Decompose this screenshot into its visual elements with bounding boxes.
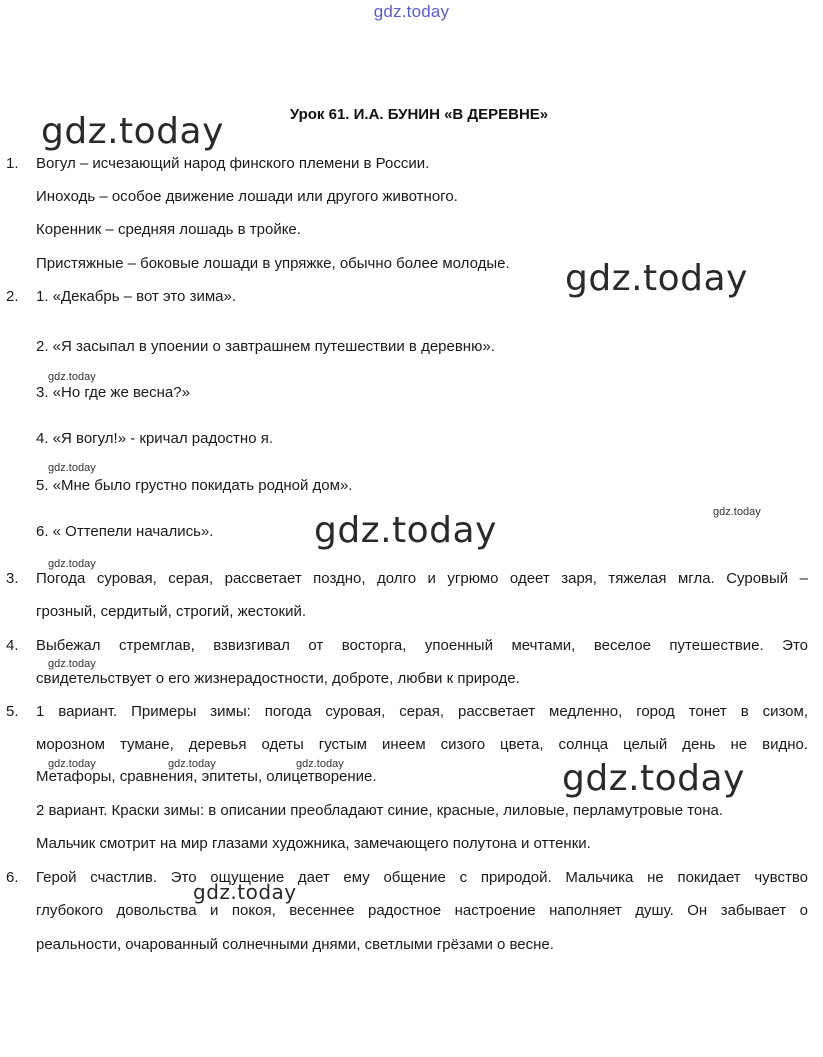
item-4-line-1: Выбежал стремглав, взвизгивал от восторга, упоенный мечтами, веселое путешествие. Это: [36, 637, 808, 654]
item-2-line-2: 2. «Я засыпал в упоении о завтрашнем путешествии в деревню».: [36, 338, 495, 355]
watermark-large: gdz.today: [565, 258, 748, 299]
watermark-large: gdz.today: [314, 510, 497, 551]
watermark-small: gdz.today: [48, 558, 96, 570]
item-5-line-5: Мальчик смотрит на мир глазами художника, замечающего полутона и оттенки.: [36, 835, 591, 852]
lesson-title: Урок 61. И.А. БУНИН «В ДЕРЕВНЕ»: [289, 106, 549, 123]
item-3-line-1: Погода суровая, серая, рассветает поздно, долго и угрюмо одеет заря, тяжелая мгла. Суровый –: [36, 570, 808, 587]
item-6-number: 6.: [6, 869, 19, 886]
item-3-line-2: грозный, сердитый, строгий, жестокий.: [36, 603, 307, 620]
site-header-link[interactable]: gdz.today: [373, 2, 450, 21]
item-1-line-4: Пристяжные – боковые лошади в упряжке, обычно более молодые.: [36, 255, 510, 272]
item-2-number: 2.: [6, 288, 19, 305]
item-1-line-3: Коренник – средняя лошадь в тройке.: [36, 221, 301, 238]
watermark-small: gdz.today: [48, 658, 96, 670]
watermark-small: gdz.today: [48, 758, 96, 770]
item-3-number: 3.: [6, 570, 19, 587]
item-1-number: 1.: [6, 155, 19, 172]
item-2-line-3: 3. «Но где же весна?»: [36, 384, 190, 401]
item-6-line-1: Герой счастлив. Это ощущение дает ему общение с природой. Мальчика не покидает чувство: [36, 869, 808, 886]
item-4-number: 4.: [6, 637, 19, 654]
item-6-line-2: глубокого довольства и покоя, весеннее радостное настроение наполняет душу. Он забывает о: [36, 902, 808, 919]
watermark-small: gdz.today: [168, 758, 216, 770]
watermark-small: gdz.today: [48, 462, 96, 474]
item-1-line-1: Вогул – исчезающий народ финского племени в России.: [36, 155, 430, 172]
item-1-line-2: Иноходь – особое движение лошади или другого животного.: [36, 188, 458, 205]
watermark-small: gdz.today: [713, 506, 761, 518]
item-5-number: 5.: [6, 703, 19, 720]
item-5-line-3: Метафоры, сравнения, эпитеты, олицетворение.: [36, 768, 377, 785]
item-5-line-2: морозном тумане, деревья одеты густым инеем сизого цвета, солнца целый день не видно.: [36, 736, 808, 753]
watermark-small: gdz.today: [296, 758, 344, 770]
item-2-line-4: 4. «Я вогул!» - кричал радостно я.: [36, 430, 273, 447]
item-4-line-2: свидетельствует о его жизнерадостности, доброте, любви к природе.: [36, 670, 520, 687]
watermark-small: gdz.today: [48, 371, 96, 383]
item-2-line-6: 6. « Оттепели начались».: [36, 523, 214, 540]
item-5-line-4: 2 вариант. Краски зимы: в описании преобладают синие, красные, лиловые, перламутровые тона.: [36, 802, 724, 819]
watermark-large: gdz.today: [41, 111, 224, 152]
item-2-line-1: 1. «Декабрь – вот это зима».: [36, 288, 236, 305]
item-6-line-3: реальности, очарованный солнечными днями, светлыми грёзами о весне.: [36, 936, 554, 953]
watermark-large: gdz.today: [562, 758, 745, 799]
watermark-medium: gdz.today: [193, 880, 297, 904]
item-5-line-1: 1 вариант. Примеры зимы: погода суровая, серая, рассветает медленно, город тонет в сизом,: [36, 703, 808, 720]
item-2-line-5: 5. «Мне было грустно покидать родной дом».: [36, 477, 353, 494]
